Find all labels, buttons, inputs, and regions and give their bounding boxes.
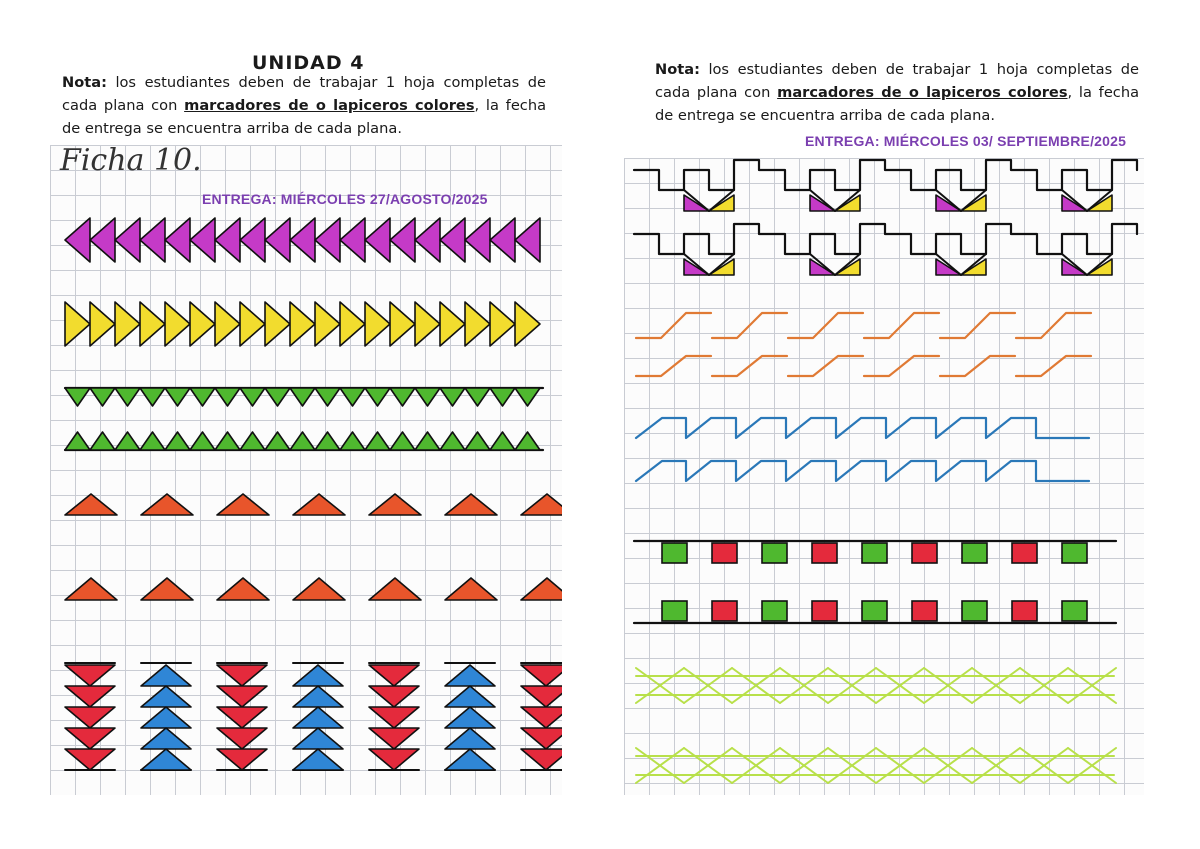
square-under-line xyxy=(812,543,837,563)
orange-slant-line xyxy=(1016,356,1091,376)
red-triangle-down xyxy=(65,707,115,728)
orange-triangle xyxy=(521,578,562,600)
green-triangle-down xyxy=(190,388,215,406)
magenta-triangle xyxy=(115,218,140,262)
black-step-line xyxy=(634,224,1137,254)
orange-triangle xyxy=(521,494,562,515)
green-triangle-up xyxy=(240,432,265,450)
magenta-triangle xyxy=(415,218,440,262)
green-triangle-down xyxy=(515,388,540,406)
green-triangle-up xyxy=(490,432,515,450)
note-right xyxy=(655,58,1139,127)
red-triangle-down xyxy=(65,749,115,770)
note-emphasis: marcadores de o lapiceros colores xyxy=(184,97,475,114)
green-triangle-down xyxy=(90,388,115,406)
due-date-left: ENTREGA: MIÉRCOLES 27/AGOSTO/2025 xyxy=(202,191,488,207)
note-label: Nota: xyxy=(62,74,107,91)
yellow-triangle xyxy=(490,302,515,346)
green-triangle-up xyxy=(215,432,240,450)
square-under-line xyxy=(762,543,787,563)
worksheet-left xyxy=(50,145,562,795)
blue-triangle-up xyxy=(445,728,495,749)
magenta-triangle xyxy=(465,218,490,262)
orange-triangle xyxy=(141,494,193,515)
orange-triangle xyxy=(217,494,269,515)
square-under-line xyxy=(712,543,737,563)
green-triangle-down xyxy=(415,388,440,406)
green-triangle-up xyxy=(415,432,440,450)
orange-slant-line xyxy=(788,313,863,338)
red-triangle-down xyxy=(65,686,115,707)
blue-triangle-up xyxy=(293,686,343,707)
blue-triangle-up xyxy=(445,665,495,686)
red-triangle-down xyxy=(217,707,267,728)
green-triangle-up xyxy=(315,432,340,450)
note-text: los estudiantes deben de trabajar 1 hoja completas de cada plana con xyxy=(62,74,546,114)
yellow-triangle xyxy=(440,302,465,346)
green-triangle-up xyxy=(190,432,215,450)
blue-triangle-up xyxy=(141,707,191,728)
yellow-triangle xyxy=(315,302,340,346)
yellow-triangle xyxy=(835,259,860,275)
green-triangle-up xyxy=(390,432,415,450)
red-triangle-down xyxy=(369,749,419,770)
note-text: , la fecha de entrega se encuentra arriba de cada plana. xyxy=(655,84,1140,124)
square-on-line xyxy=(962,601,987,621)
green-triangle-down xyxy=(365,388,390,406)
green-triangle-down xyxy=(165,388,190,406)
pattern-drawing-right xyxy=(624,158,1144,795)
yellow-triangle xyxy=(115,302,140,346)
orange-slant-line xyxy=(788,356,863,376)
square-on-line xyxy=(762,601,787,621)
yellow-triangle xyxy=(1087,195,1112,211)
note-text: , la fecha de entrega se encuentra arriba de cada plana. xyxy=(62,97,547,137)
magenta-triangle xyxy=(290,218,315,262)
magenta-triangle xyxy=(490,218,515,262)
green-triangle-down xyxy=(215,388,240,406)
magenta-triangle xyxy=(684,195,709,211)
yellow-triangle xyxy=(165,302,190,346)
note-label: Nota: xyxy=(655,61,700,78)
orange-slant-line xyxy=(940,356,1015,376)
red-triangle-down xyxy=(521,686,562,707)
green-triangle-down xyxy=(265,388,290,406)
square-on-line xyxy=(712,601,737,621)
blue-triangle-up xyxy=(445,749,495,770)
magenta-triangle xyxy=(215,218,240,262)
green-triangle-down xyxy=(290,388,315,406)
yellow-triangle xyxy=(265,302,290,346)
magenta-triangle xyxy=(515,218,540,262)
magenta-triangle xyxy=(65,218,90,262)
magenta-triangle xyxy=(140,218,165,262)
yellow-triangle xyxy=(65,302,90,346)
black-step-line xyxy=(634,160,1137,190)
blue-wave-line xyxy=(636,461,1089,481)
yellow-triangle xyxy=(415,302,440,346)
square-under-line xyxy=(662,543,687,563)
note-emphasis: marcadores de o lapiceros colores xyxy=(777,84,1068,101)
orange-slant-line xyxy=(864,313,939,338)
magenta-triangle xyxy=(936,259,961,275)
red-triangle-down xyxy=(521,707,562,728)
green-triangle-up xyxy=(90,432,115,450)
orange-slant-line xyxy=(636,313,711,338)
orange-triangle xyxy=(65,578,117,600)
magenta-triangle xyxy=(936,195,961,211)
square-on-line xyxy=(912,601,937,621)
red-triangle-down xyxy=(521,728,562,749)
blue-triangle-up xyxy=(293,728,343,749)
yellow-triangle xyxy=(390,302,415,346)
orange-slant-line xyxy=(636,356,711,376)
note-left xyxy=(62,71,546,140)
blue-wave-line xyxy=(636,418,1089,438)
green-triangle-down xyxy=(340,388,365,406)
green-triangle-down xyxy=(65,388,90,406)
yellow-triangle xyxy=(465,302,490,346)
yellow-triangle xyxy=(709,259,734,275)
green-triangle-down xyxy=(490,388,515,406)
green-triangle-up xyxy=(165,432,190,450)
magenta-triangle xyxy=(340,218,365,262)
red-triangle-down xyxy=(65,665,115,686)
yellow-triangle xyxy=(215,302,240,346)
green-triangle-up xyxy=(290,432,315,450)
blue-triangle-up xyxy=(293,707,343,728)
magenta-triangle xyxy=(1062,259,1087,275)
orange-triangle xyxy=(141,578,193,600)
yellow-triangle xyxy=(515,302,540,346)
square-on-line xyxy=(862,601,887,621)
square-on-line xyxy=(1062,601,1087,621)
magenta-triangle xyxy=(265,218,290,262)
red-triangle-down xyxy=(217,749,267,770)
yellow-triangle xyxy=(1087,259,1112,275)
magenta-triangle xyxy=(1062,195,1087,211)
blue-triangle-up xyxy=(141,665,191,686)
blue-triangle-up xyxy=(293,665,343,686)
green-triangle-down xyxy=(390,388,415,406)
orange-triangle xyxy=(293,494,345,515)
green-triangle-up xyxy=(515,432,540,450)
red-triangle-down xyxy=(65,728,115,749)
green-triangle-up xyxy=(65,432,90,450)
yellow-triangle xyxy=(961,259,986,275)
square-under-line xyxy=(962,543,987,563)
orange-triangle xyxy=(445,578,497,600)
yellow-triangle xyxy=(240,302,265,346)
blue-triangle-up xyxy=(141,728,191,749)
yellow-triangle xyxy=(835,195,860,211)
due-date-right: ENTREGA: MIÉRCOLES 03/ SEPTIEMBRE/2025 xyxy=(805,133,1127,149)
yellow-triangle xyxy=(365,302,390,346)
green-triangle-up xyxy=(365,432,390,450)
magenta-triangle xyxy=(440,218,465,262)
square-on-line xyxy=(1012,601,1037,621)
orange-triangle xyxy=(293,578,345,600)
green-triangle-down xyxy=(240,388,265,406)
orange-slant-line xyxy=(1016,313,1091,338)
square-under-line xyxy=(912,543,937,563)
magenta-triangle xyxy=(810,259,835,275)
orange-slant-line xyxy=(940,313,1015,338)
orange-slant-line xyxy=(712,356,787,376)
green-triangle-down xyxy=(115,388,140,406)
magenta-triangle xyxy=(365,218,390,262)
green-triangle-down xyxy=(315,388,340,406)
orange-triangle xyxy=(217,578,269,600)
green-triangle-up xyxy=(465,432,490,450)
magenta-triangle xyxy=(90,218,115,262)
square-on-line xyxy=(662,601,687,621)
unit-title: UNIDAD 4 xyxy=(252,52,365,74)
sheet-heading: Ficha 10. xyxy=(60,145,202,178)
note-text: los estudiantes deben de trabajar 1 hoja completas de cada plana con xyxy=(655,61,1139,101)
blue-triangle-up xyxy=(445,707,495,728)
yellow-triangle xyxy=(961,195,986,211)
yellow-triangle xyxy=(90,302,115,346)
square-under-line xyxy=(862,543,887,563)
red-triangle-down xyxy=(369,728,419,749)
magenta-triangle xyxy=(810,195,835,211)
blue-triangle-up xyxy=(141,686,191,707)
yellow-triangle xyxy=(190,302,215,346)
green-triangle-up xyxy=(440,432,465,450)
red-triangle-down xyxy=(369,686,419,707)
orange-triangle xyxy=(445,494,497,515)
yellow-triangle xyxy=(290,302,315,346)
magenta-triangle xyxy=(240,218,265,262)
magenta-triangle xyxy=(390,218,415,262)
orange-slant-line xyxy=(864,356,939,376)
red-triangle-down xyxy=(521,665,562,686)
red-triangle-down xyxy=(217,728,267,749)
green-triangle-up xyxy=(140,432,165,450)
magenta-triangle xyxy=(315,218,340,262)
red-triangle-down xyxy=(217,665,267,686)
blue-triangle-up xyxy=(445,686,495,707)
yellow-triangle xyxy=(340,302,365,346)
green-triangle-up xyxy=(115,432,140,450)
blue-triangle-up xyxy=(293,749,343,770)
worksheet-right xyxy=(624,158,1144,795)
orange-triangle xyxy=(369,578,421,600)
orange-slant-line xyxy=(712,313,787,338)
red-triangle-down xyxy=(369,707,419,728)
green-triangle-down xyxy=(140,388,165,406)
orange-triangle xyxy=(369,494,421,515)
yellow-triangle xyxy=(140,302,165,346)
square-under-line xyxy=(1062,543,1087,563)
pattern-drawing-left xyxy=(50,145,562,795)
square-on-line xyxy=(812,601,837,621)
magenta-triangle xyxy=(165,218,190,262)
green-triangle-down xyxy=(465,388,490,406)
green-triangle-up xyxy=(265,432,290,450)
orange-triangle xyxy=(65,494,117,515)
yellow-triangle xyxy=(709,195,734,211)
square-under-line xyxy=(1012,543,1037,563)
red-triangle-down xyxy=(217,686,267,707)
magenta-triangle xyxy=(190,218,215,262)
magenta-triangle xyxy=(684,259,709,275)
blue-triangle-up xyxy=(141,749,191,770)
red-triangle-down xyxy=(521,749,562,770)
red-triangle-down xyxy=(369,665,419,686)
green-triangle-down xyxy=(440,388,465,406)
green-triangle-up xyxy=(340,432,365,450)
